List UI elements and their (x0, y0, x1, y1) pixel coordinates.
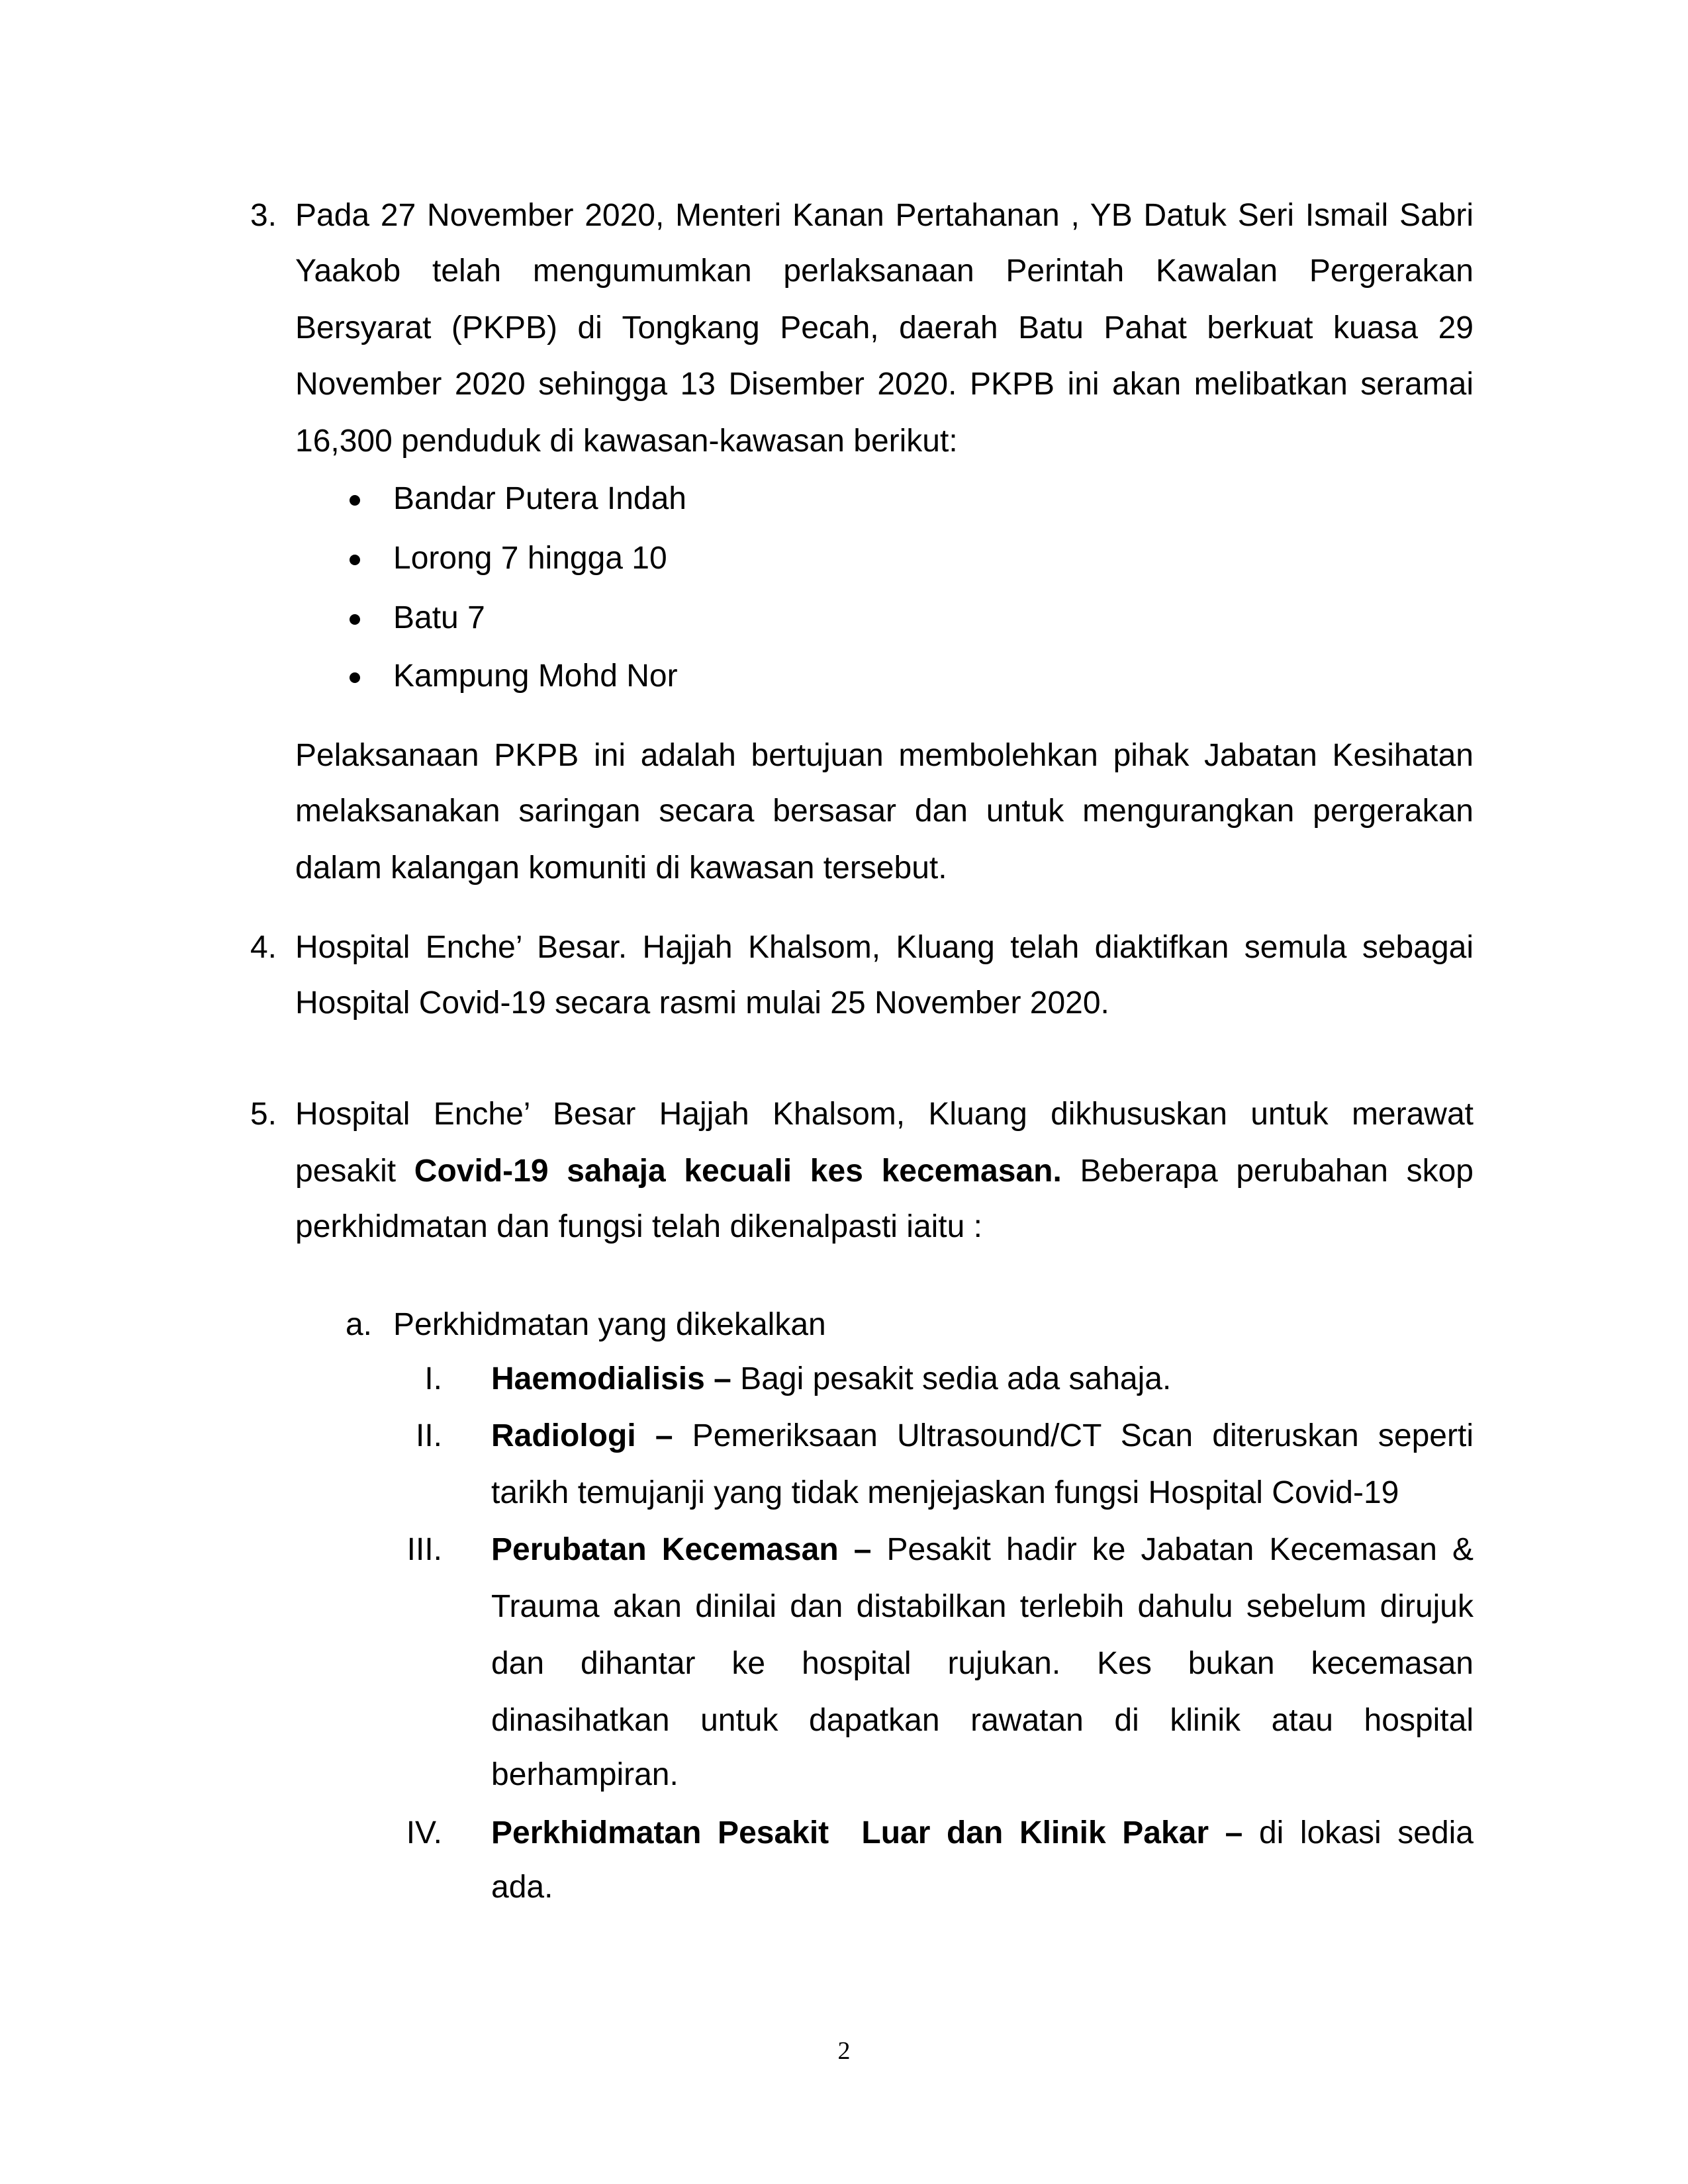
paragraph-line: melaksanakan saringan secara bersasar dan untuk mengurangkan pergerakan (295, 794, 1474, 829)
bullet-item: Bandar Putera Indah (393, 481, 686, 516)
service-entry-line: dinasihatkan untuk dapatkan rawatan di klinik atau hospital (491, 1703, 1474, 1738)
service-entry-line (491, 1813, 1474, 1853)
roman-numeral: I. (424, 1361, 442, 1396)
service-entry-line: Trauma akan dinilai dan distabilkan terlebih dahulu sebelum dirujuk (491, 1589, 1474, 1624)
service-desc: Bagi pesakit sedia ada sahaja. (731, 1361, 1172, 1396)
service-name: Haemodialisis – (491, 1361, 731, 1396)
roman-numeral: II. (415, 1418, 442, 1453)
service-entry-line (491, 1530, 1474, 1570)
bullet-item: Batu 7 (393, 600, 485, 635)
paragraph-line: perkhidmatan dan fungsi telah dikenalpasti iaitu : (295, 1209, 982, 1244)
service-desc: Pemeriksaan Ultrasound/CT Scan diteruskan seperti (673, 1418, 1474, 1453)
paragraph-line: Pada 27 November 2020, Menteri Kanan Pertahanan , YB Datuk Seri Ismail Sabri (295, 198, 1474, 233)
paragraph-line: dalam kalangan komuniti di kawasan tersebut. (295, 850, 947, 886)
emphasis-text: Covid-19 sahaja kecuali kes kecemasan. (414, 1154, 1062, 1189)
paragraph-line: November 2020 sehingga 13 Disember 2020. PKPB ini akan melibatkan seramai (295, 367, 1474, 402)
bullet-icon (350, 555, 360, 565)
sub-item-letter: a. (345, 1307, 372, 1342)
service-entry-line: tarikh temujanji yang tidak menjejaskan fungsi Hospital Covid-19 (491, 1475, 1399, 1510)
paragraph-line (295, 1152, 1474, 1191)
paragraph-line: 16,300 penduduk di kawasan-kawasan berikut: (295, 424, 958, 459)
page-number: 2 (837, 2037, 851, 2065)
paragraph-line: Hospital Enche’ Besar Hajjah Khalsom, Kluang dikhususkan untuk merawat (295, 1097, 1474, 1132)
paragraph-line: Bersyarat (PKPB) di Tongkang Pecah, daerah Batu Pahat berkuat kuasa 29 (295, 310, 1474, 345)
paragraph-text: pesakit (295, 1154, 414, 1189)
service-desc: di lokasi sedia (1243, 1815, 1474, 1850)
service-entry-line: ada. (491, 1870, 553, 1905)
service-entry-line (491, 1416, 1474, 1456)
paragraph-line: Yaakob telah mengumumkan perlaksanaan Perintah Kawalan Pergerakan (295, 253, 1474, 289)
item-number: 5. (250, 1097, 277, 1132)
item-number: 4. (250, 930, 277, 965)
sub-item-title: Perkhidmatan yang dikekalkan (393, 1307, 826, 1342)
service-entry-line: dan dihantar ke hospital rujukan. Kes bukan kecemasan (491, 1646, 1474, 1681)
bullet-icon (350, 672, 360, 683)
bullet-icon (350, 495, 360, 506)
service-name: Perubatan Kecemasan – (491, 1532, 872, 1567)
roman-numeral: IV. (406, 1815, 442, 1850)
service-name: Radiologi – (491, 1418, 673, 1453)
service-name: Perkhidmatan Pesakit Luar dan Klinik Pakar – (491, 1815, 1243, 1850)
service-entry-line: berhampiran. (491, 1757, 679, 1792)
paragraph-line: Hospital Covid-19 secara rasmi mulai 25 November 2020. (295, 985, 1109, 1021)
service-desc: Pesakit hadir ke Jabatan Kecemasan & (871, 1532, 1474, 1567)
paragraph-text: Beberapa perubahan skop (1061, 1154, 1474, 1189)
bullet-item: Kampung Mohd Nor (393, 659, 678, 694)
roman-numeral: III. (406, 1532, 442, 1567)
bullet-item: Lorong 7 hingga 10 (393, 541, 667, 576)
bullet-icon (350, 614, 360, 625)
paragraph-line: Hospital Enche’ Besar. Hajjah Khalsom, Kluang telah diaktifkan semula sebagai (295, 930, 1474, 965)
service-entry-line (491, 1359, 1171, 1399)
item-number: 3. (250, 198, 277, 233)
paragraph-line: Pelaksanaan PKPB ini adalah bertujuan membolehkan pihak Jabatan Kesihatan (295, 738, 1474, 773)
